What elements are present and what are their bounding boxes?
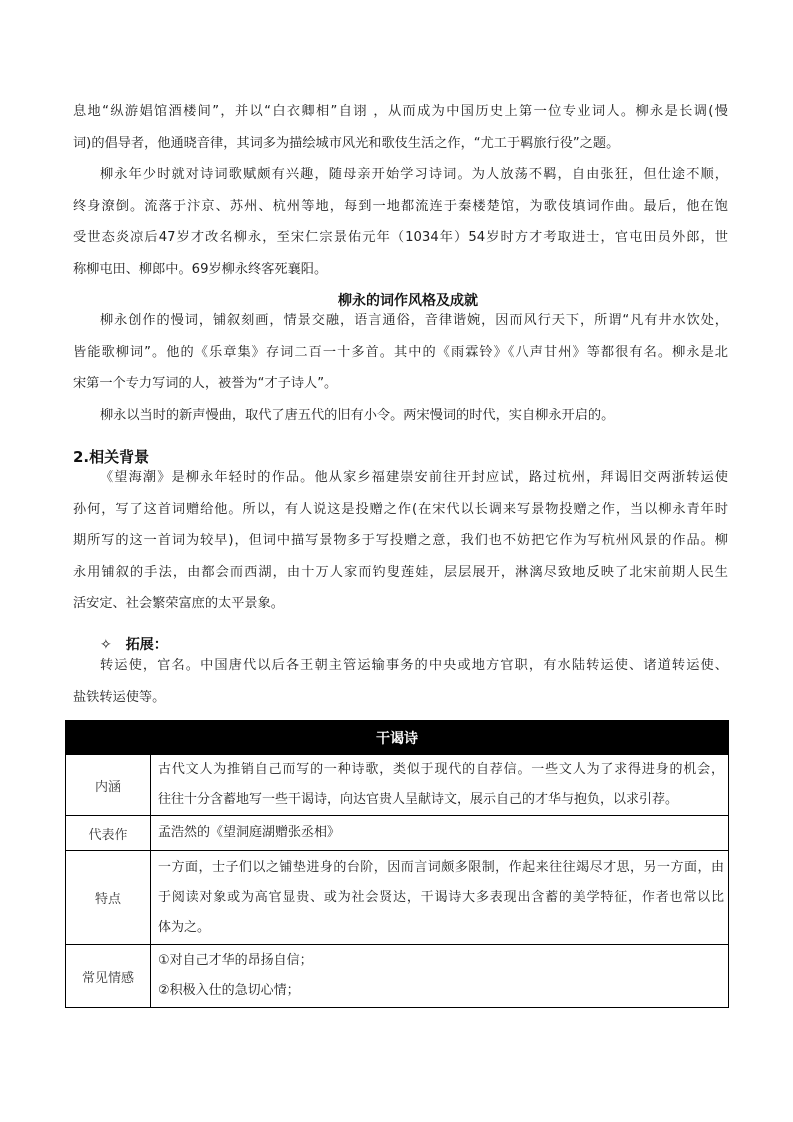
row-value-line: 一方面，士子们以之铺垫进身的台阶，因而言词颇多限制，作起来往往竭尽才思，另一方面，由 xyxy=(158,859,724,875)
row-value xyxy=(151,816,729,851)
paragraph-line: 柳永以当时的新声慢曲，取代了唐五代的旧有小令。两宋慢词的时代，实自柳永开启的。 xyxy=(100,407,615,423)
row-value-line: ②积极入仕的急切心情； xyxy=(158,983,300,998)
paragraph-line: 永用铺叙的手法，由都会而西湖，由十万人家而钓叟莲娃，层层展开，淋漓尽致地反映了北宋前期人民生 xyxy=(73,564,728,580)
paragraph-line: 受世态炎凉后47岁才改名柳永，至宋仁宗景佑元年（1034年）54岁时方才考取进士，官屯田员外郎，世 xyxy=(73,230,728,245)
paragraph-line: 柳永创作的慢词，铺叙刻画，情景交融，语言通俗，音律谐婉，因而风行天下，所谓“凡有井水饮处， xyxy=(100,313,728,328)
table-row xyxy=(66,945,729,1008)
paragraph-line: 期所写的这一首词为较早)，但词中描写景物多于写投赠之意，我们也不妨把它作为写杭州风景的作品。柳 xyxy=(73,533,728,548)
row-value xyxy=(151,851,729,945)
table-row xyxy=(66,851,729,945)
ganye-poem-table xyxy=(65,720,729,1008)
row-value-line: ①对自己才华的昂扬自信； xyxy=(158,953,313,968)
paragraph-line: 转运使，官名。中国唐代以后各王朝主管运输事务的中央或地方官职，有水陆转运使、诸道转运使、 xyxy=(100,658,728,673)
four-point-star-icon: ✧ xyxy=(100,637,112,653)
row-value-line: 体为之。 xyxy=(158,919,211,935)
paragraph-line: 息地“纵游娼馆酒楼间”，并以“白衣卿相”自诩 ，从而成为中国历史上第一位专业词人。柳永是长调(慢 xyxy=(73,104,728,119)
extension-heading xyxy=(100,634,168,654)
extension-label: 拓展： xyxy=(125,637,168,653)
table-row xyxy=(66,755,729,816)
row-key: 代表作 xyxy=(66,816,151,851)
row-value-line: 于阅读对象或为高官显贵、或为社会贤达，干谒诗大多表现出含蓄的美学特征，作者也常以比 xyxy=(158,889,724,905)
row-key: 内涵 xyxy=(66,755,151,816)
paragraph-line: 《望海潮》是柳永年轻时的作品。他从家乡福建崇安前往开封应试，路过杭州，拜谒旧交两浙转运使 xyxy=(100,470,728,485)
row-key: 特点 xyxy=(66,851,151,945)
section-heading-background: 2.相关背景 xyxy=(73,448,150,466)
paragraph-line: 盐铁转运使等。 xyxy=(73,689,166,705)
paragraph-line: 宋第一个专力写词的人，被誉为“才子诗人”。 xyxy=(73,376,338,391)
table-title: 干谒诗 xyxy=(66,721,729,755)
paragraph-line: 词)的倡导者，他通晓音律，其词多为描绘城市风光和歌伎生活之作，“尤工于羁旅行役”之题。 xyxy=(73,135,620,151)
table-row xyxy=(66,816,729,851)
row-key: 常见情感 xyxy=(66,945,151,1008)
paragraph-line: 孙何，写了这首词赠给他。所以，有人说这是投赠之作(在宋代以长调来写景物投赠之作，当以柳永青年时 xyxy=(73,501,728,517)
paragraph-line: 皆能歌柳词”。他的《乐章集》存词二百一十多首。其中的《雨霖铃》《八声甘州》等都很有名。柳永是北 xyxy=(73,344,728,360)
paragraph-line: 柳永年少时就对诗词歌赋颇有兴趣，随母亲开始学习诗词。为人放荡不羁，自由张狂，但仕途不顺， xyxy=(100,167,728,182)
row-value-line: 孟浩然的《望洞庭湖赠张丞相》 xyxy=(158,825,341,840)
section-heading-style: 柳永的词作风格及成就 xyxy=(338,293,478,309)
row-value-line: 古代文人为推销自己而写的一种诗歌，类似于现代的自荐信。一些文人为了求得进身的机会， xyxy=(158,762,724,777)
paragraph-line: 终身潦倒。流落于汴京、苏州、杭州等地，每到一地都流连于秦楼楚馆，为歌伎填词作曲。最后，他在饱 xyxy=(73,198,728,214)
row-value-line: 往往十分含蓄地写一些干谒诗，向达官贵人呈献诗文，展示自己的才华与抱负，以求引荐。 xyxy=(158,792,679,807)
paragraph-line: 活安定、社会繁荣富庶的太平景象。 xyxy=(73,596,284,611)
row-value xyxy=(151,945,729,1008)
paragraph-line: 称柳屯田、柳郎中。69岁柳永终客死襄阳。 xyxy=(73,261,328,277)
row-value xyxy=(151,755,729,816)
